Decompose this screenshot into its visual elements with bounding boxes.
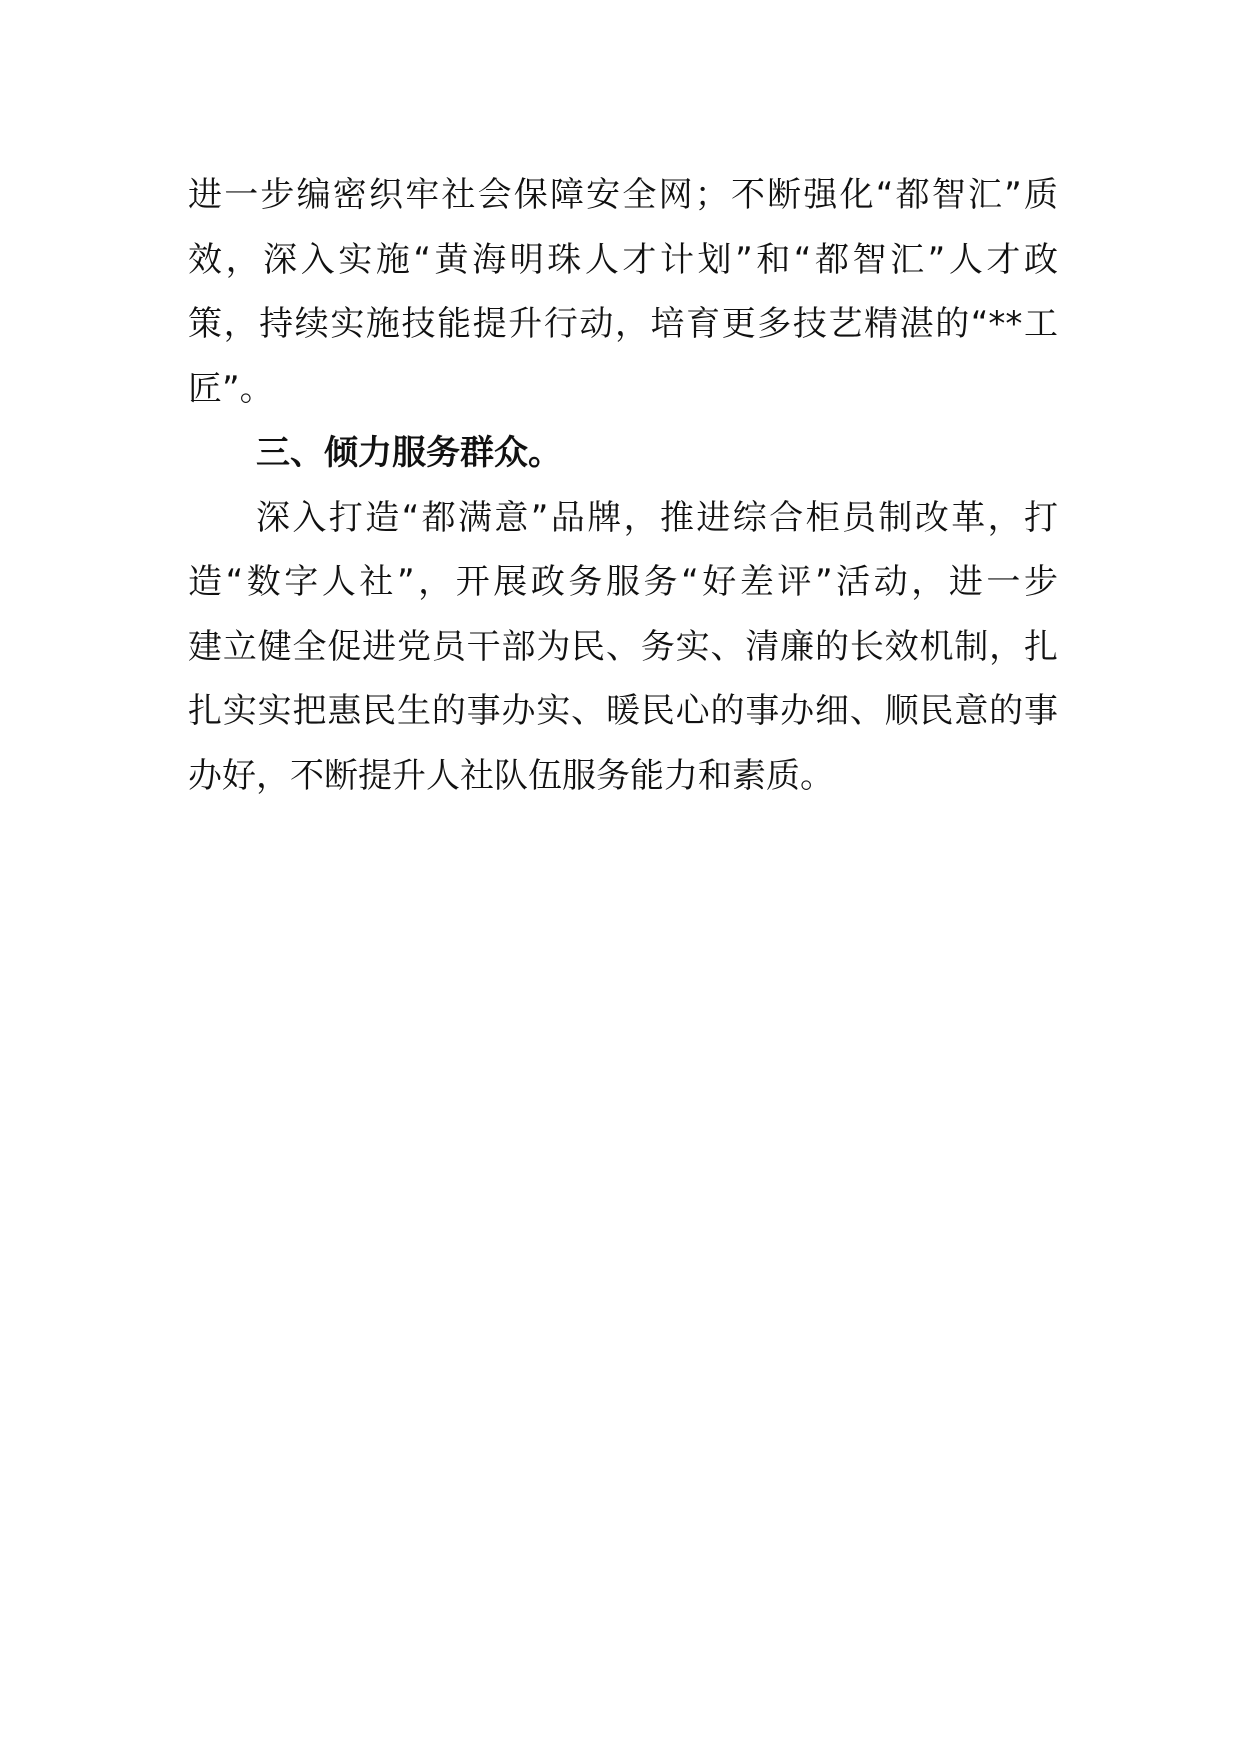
section-heading [188, 421, 1058, 486]
paragraph-social-security [188, 163, 1058, 421]
document-body [188, 163, 1058, 808]
text-line: 扎实实把惠民生的事办实、暖民心的事办细、顺民意的事 [188, 691, 1058, 731]
text-line: 效，深入实施“黄海明珠人才计划”和“都智汇”人才政 [188, 239, 1058, 280]
text-line: 策，持续实施技能提升行动，培育更多技艺精湛的“**工 [188, 304, 1058, 344]
text-line: 进一步编密织牢社会保障安全网；不断强化“都智汇”质 [188, 175, 1058, 215]
text-line: 办好，不断提升人社队伍服务能力和素质。 [188, 755, 834, 796]
paragraph-serve-masses [188, 486, 1058, 809]
text-line: 建立健全促进党员干部为民、务实、清廉的长效机制，扎 [188, 626, 1058, 667]
text-line: 深入打造“都满意”品牌，推进综合柜员制改革，打 [256, 497, 1058, 538]
text-line: 匠”。 [188, 368, 274, 409]
text-line: 造“数字人社”，开展政务服务“好差评”活动，进一步 [188, 562, 1058, 602]
heading-text: 三、倾力服务群众。 [256, 433, 562, 473]
